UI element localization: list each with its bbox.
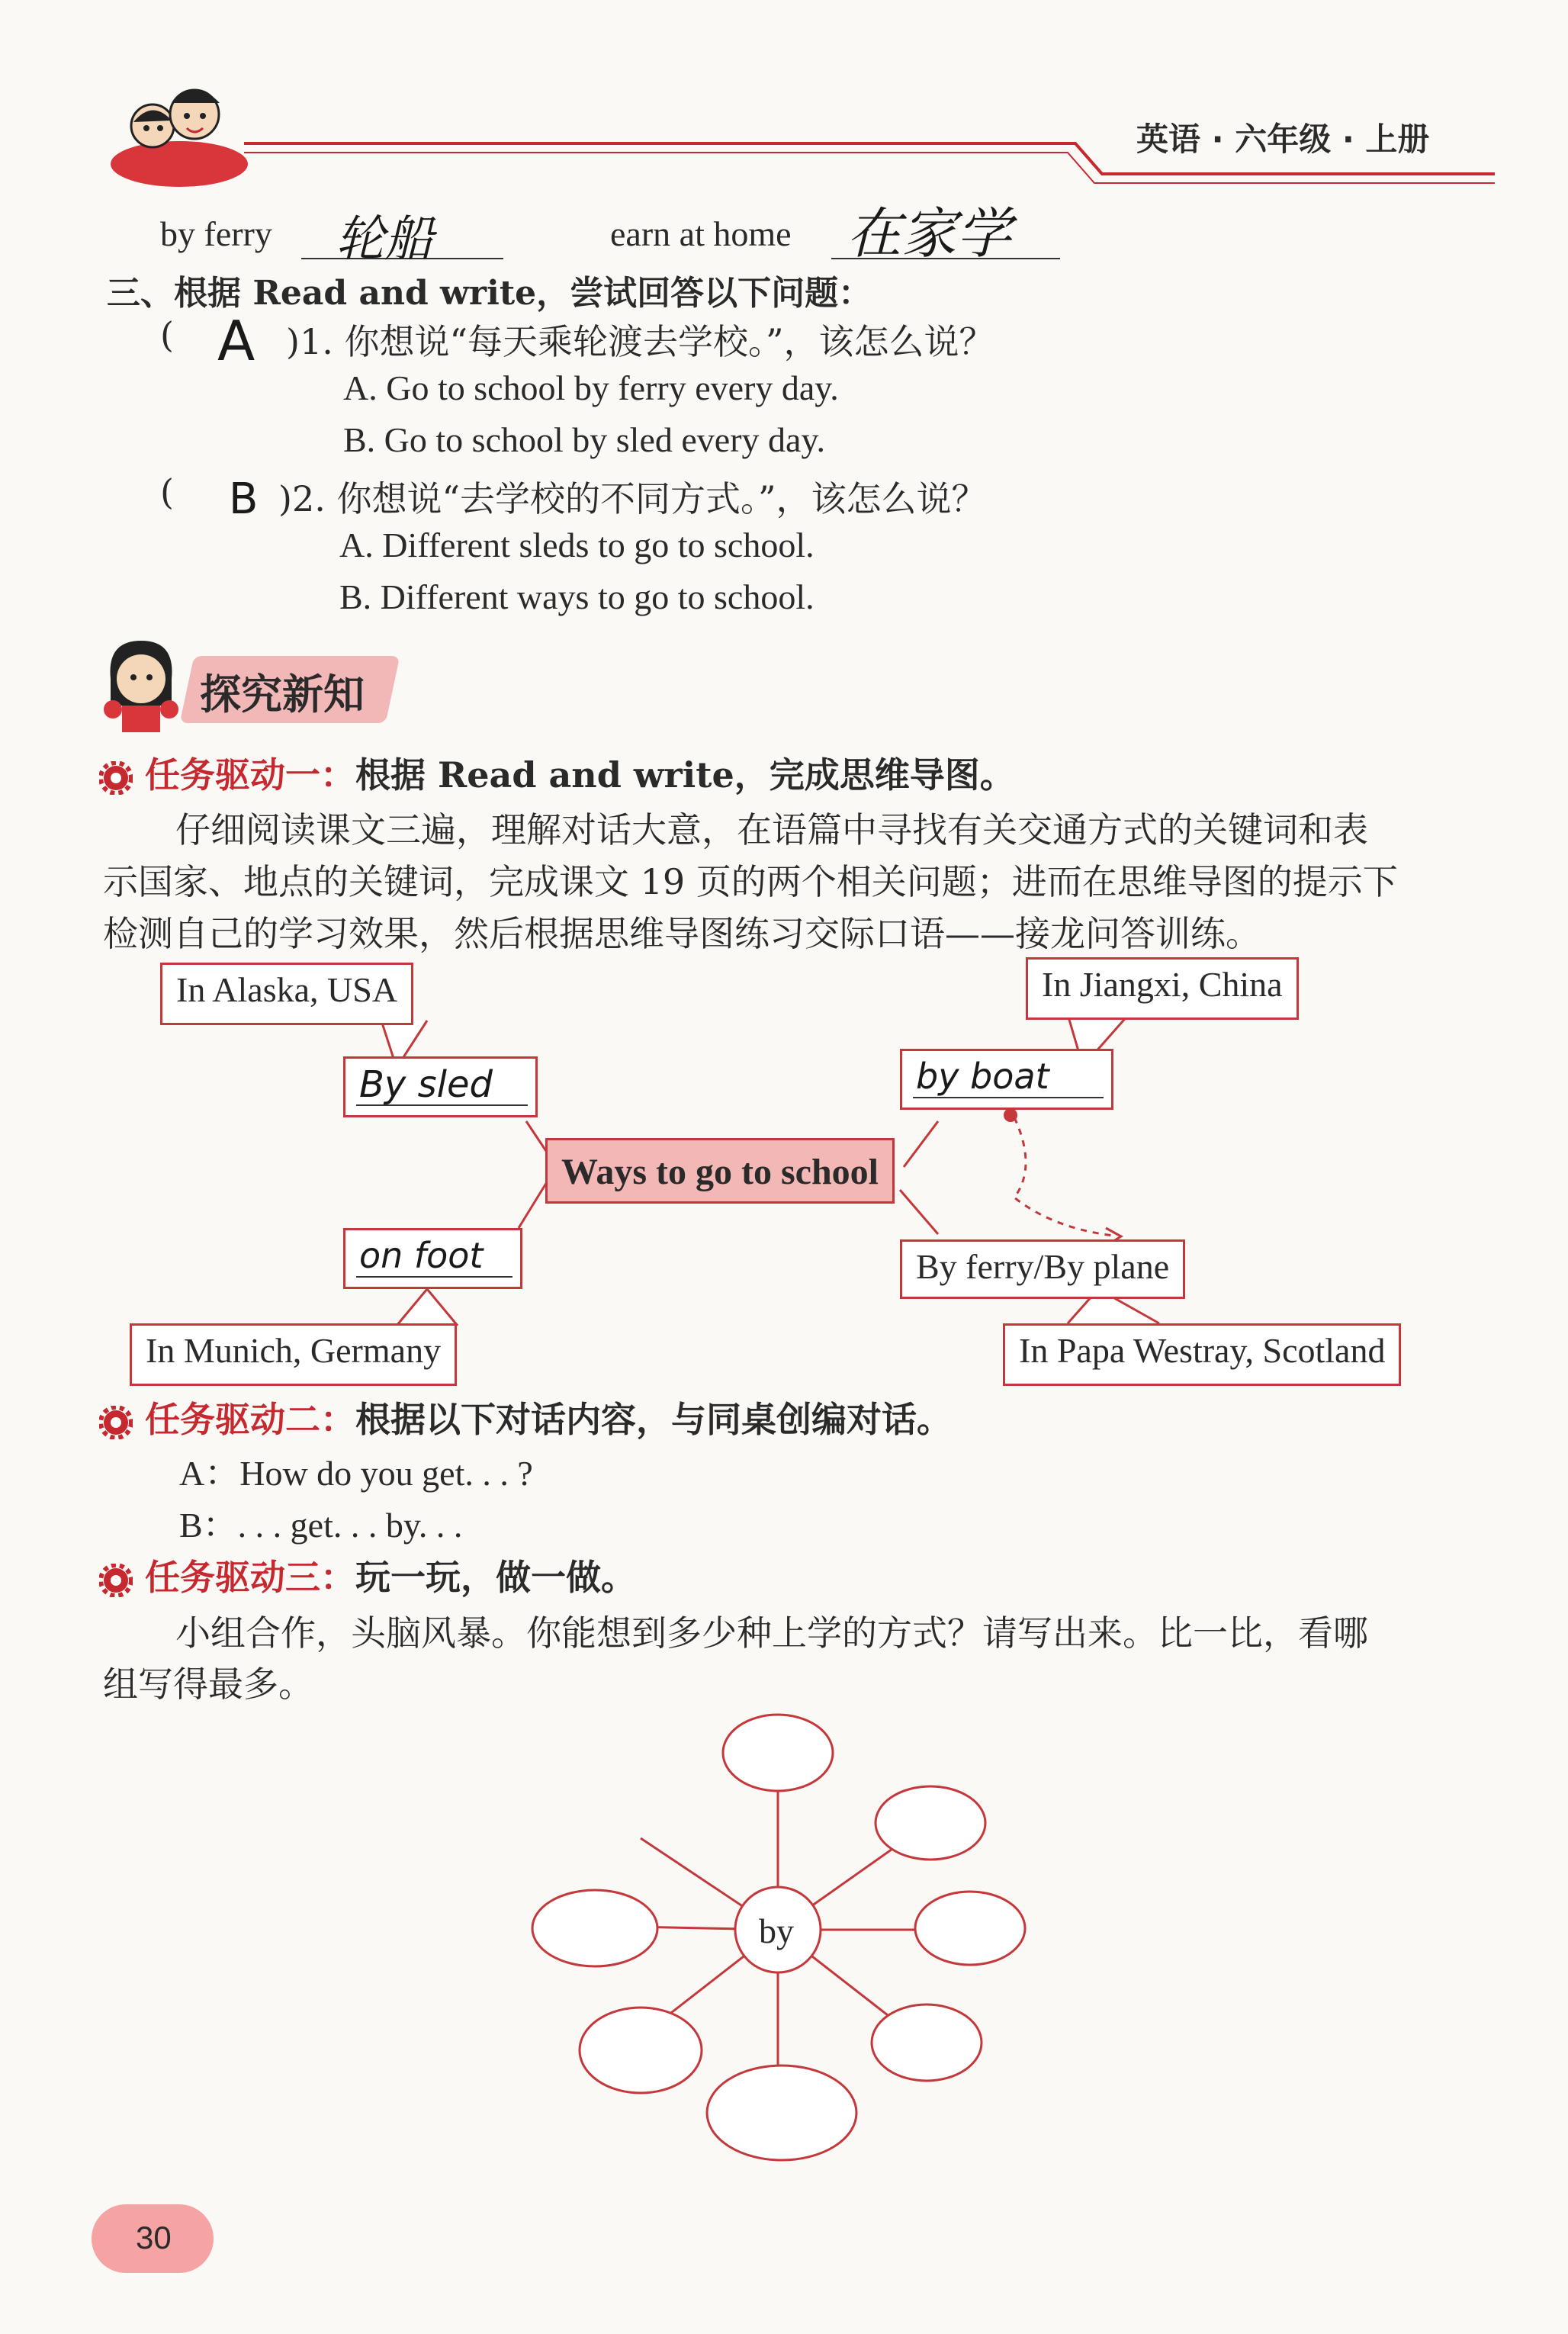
task2-title: 根据以下对话内容，与同桌创编对话。 xyxy=(355,1399,952,1440)
task2-label: 任务驱动二： xyxy=(145,1399,355,1440)
way-alaska-line xyxy=(356,1104,528,1106)
vocab-by-ferry-prompt: by ferry xyxy=(160,214,272,253)
bubble-lower-left xyxy=(580,2008,702,2093)
task3-label: 任务驱动三： xyxy=(145,1557,355,1598)
task3-para-line-1: 小组合作，头脑风暴。你能想到多少种上学的方式？请写出来。比一比，看哪 xyxy=(175,1612,1368,1654)
way-jiangxi-box xyxy=(900,1049,1113,1110)
way-alaska-answer: By sled xyxy=(359,1063,493,1106)
task1-heading xyxy=(99,747,1015,798)
gear-icon xyxy=(99,761,133,795)
task1-label: 任务驱动一： xyxy=(145,754,355,796)
task1-para-line-1: 仔细阅读课文三遍，理解对话大意，在语篇中寻找有关交通方式的关键词和表 xyxy=(175,809,1368,850)
place-jiangxi: In Jiangxi, China xyxy=(1026,957,1299,1020)
bubble-bottom xyxy=(707,2066,856,2160)
series-title: 英语 · 六年级 · 上册 xyxy=(1136,121,1430,158)
task3-para-line-2: 组写得最多。 xyxy=(103,1664,313,1705)
header-mascot xyxy=(99,61,259,191)
bubble-center-label: by xyxy=(759,1911,794,1950)
vocab-earn-at-home-prompt: earn at home xyxy=(610,214,792,253)
way-munich-answer: on foot xyxy=(359,1235,484,1276)
q1-open-paren: ( xyxy=(160,314,174,355)
way-munich-line xyxy=(356,1276,512,1278)
way-jiangxi-line xyxy=(913,1097,1104,1098)
task2-heading xyxy=(99,1392,952,1442)
q2-stem: )2. 你想说“去学校的不同方式。”，该怎么说？ xyxy=(278,478,987,519)
bubble-left xyxy=(532,1890,657,1966)
mindmap-center: Ways to go to school xyxy=(545,1138,895,1204)
q1-stem: )1. 你想说“每天乘轮渡去学校。”，该怎么说？ xyxy=(286,321,994,362)
place-alaska: In Alaska, USA xyxy=(160,963,413,1025)
vocab-earn-at-home-answer: 在家学 xyxy=(847,201,1012,265)
section3-title: 三、根据 Read and write，尝试回答以下问题： xyxy=(107,274,872,313)
explore-banner-title: 探究新知 xyxy=(200,670,365,719)
task2-line-a: A：How do you get. . . ? xyxy=(179,1454,533,1493)
explore-girl-icon xyxy=(99,633,183,732)
bubble-upper-right xyxy=(876,1786,985,1860)
bubble-right xyxy=(915,1892,1025,1965)
bubble-lower-right xyxy=(872,2004,982,2081)
task2-line-b: B：. . . get. . . by. . . xyxy=(179,1506,463,1545)
q2-option-b: B. Different ways to go to school. xyxy=(339,577,815,616)
q1-option-b: B. Go to school by sled every day. xyxy=(343,420,825,459)
way-munich-box xyxy=(343,1228,522,1289)
task1-para-line-3: 检测自己的学习效果，然后根据思维导图练习交际口语——接龙问答训练。 xyxy=(103,913,1261,954)
q2-answer: B xyxy=(229,474,259,524)
vocab-by-ferry-answer: 轮船 xyxy=(336,211,433,268)
q2-open-paren: ( xyxy=(160,471,174,513)
way-alaska-box xyxy=(343,1056,538,1117)
gear-icon xyxy=(99,1564,133,1597)
gear-icon xyxy=(99,1406,133,1439)
page-number: 30 xyxy=(136,2220,172,2255)
task3-title: 玩一玩，做一做。 xyxy=(355,1557,636,1598)
place-munich: In Munich, Germany xyxy=(130,1323,457,1386)
task1-title: 根据 Read and write，完成思维导图。 xyxy=(355,754,1015,796)
way-jiangxi-answer: by boat xyxy=(916,1056,1049,1097)
task3-heading xyxy=(99,1550,636,1600)
q2-option-a: A. Different sleds to go to school. xyxy=(339,526,815,564)
q1-answer: A xyxy=(217,309,255,373)
way-papa-westray-box: By ferry/By plane xyxy=(900,1239,1185,1299)
q1-option-a: A. Go to school by ferry every day. xyxy=(343,368,839,407)
task1-para-line-2: 示国家、地点的关键词，完成课文 19 页的两个相关问题；进而在思维导图的提示下 xyxy=(103,861,1398,902)
place-papa-westray: In Papa Westray, Scotland xyxy=(1003,1323,1401,1386)
bubble-top xyxy=(723,1715,833,1791)
